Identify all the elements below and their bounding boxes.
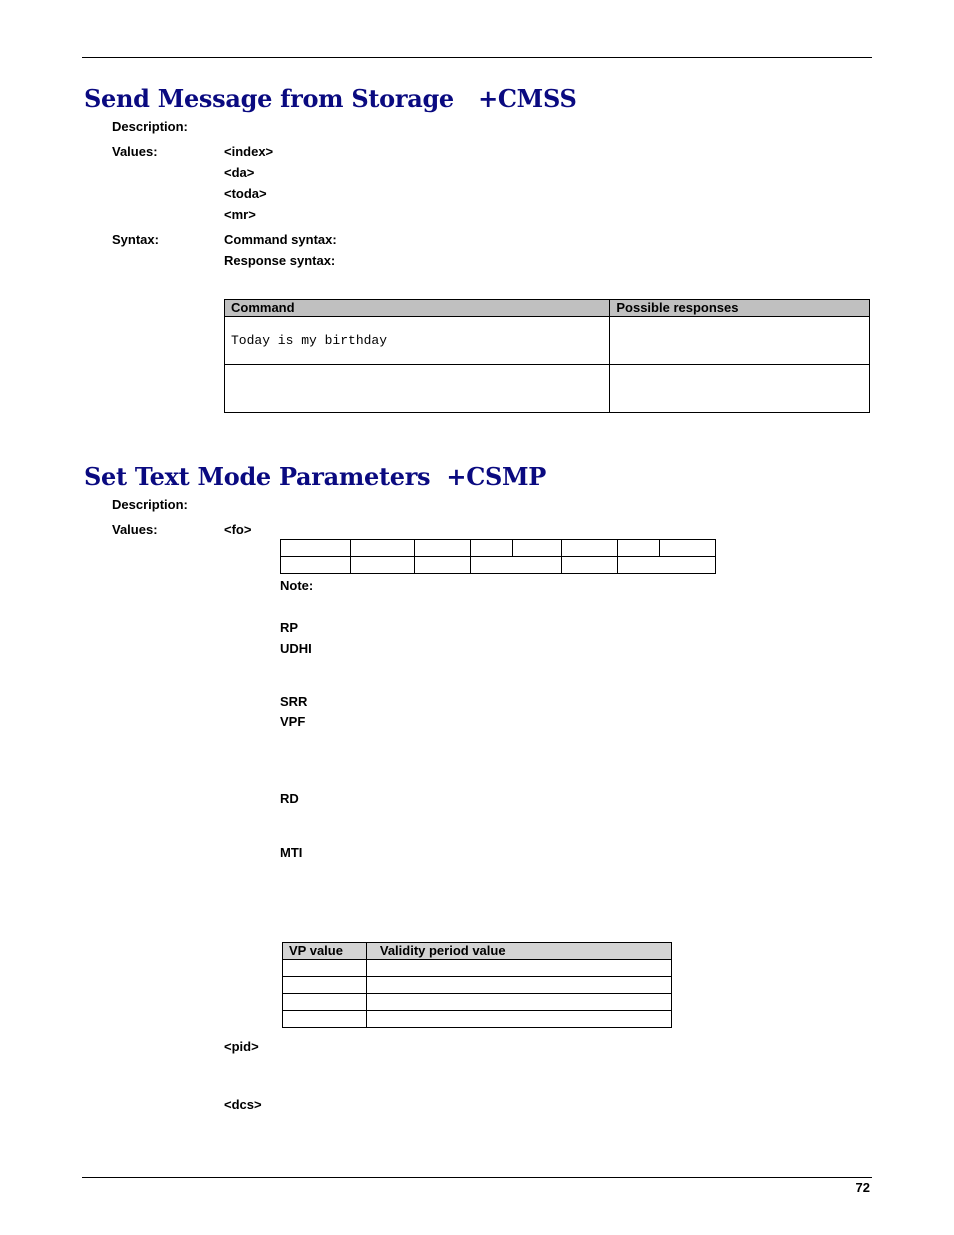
footer-rule <box>82 1177 872 1178</box>
field-vpf: VPF <box>280 714 306 729</box>
table-cell <box>283 1011 367 1028</box>
table-cell <box>366 977 671 994</box>
table-cell <box>283 960 367 977</box>
table-cell <box>366 1011 671 1028</box>
response-cell <box>610 317 870 365</box>
table-cell <box>281 540 351 557</box>
field-srr: SRR <box>280 694 308 709</box>
value-toda: <toda> <box>224 186 267 201</box>
table-row <box>283 994 672 1011</box>
syntax-label: Syntax: <box>112 232 159 247</box>
value-dcs: <dcs> <box>224 1097 262 1112</box>
command-table <box>224 299 870 413</box>
table-cell <box>513 540 562 557</box>
table-row <box>283 1011 672 1028</box>
note-label: Note: <box>280 578 314 593</box>
fo-bit-table <box>280 539 716 574</box>
column-header-responses: Possible responses <box>610 300 870 317</box>
table-cell <box>366 960 671 977</box>
description-label: Description: <box>112 497 188 512</box>
header-rule <box>82 57 872 58</box>
response-syntax-label: Response syntax: <box>224 253 336 268</box>
value-da: <da> <box>224 165 255 180</box>
command-cell: Today is my birthday <box>225 317 610 365</box>
table-cell <box>414 540 470 557</box>
table-row <box>283 960 672 977</box>
vp-table <box>282 942 672 1028</box>
table-cell <box>660 540 716 557</box>
table-cell <box>283 977 367 994</box>
column-header-validity-period: Validity period value <box>366 943 671 960</box>
table-cell <box>350 557 414 574</box>
table-row <box>283 977 672 994</box>
response-cell <box>610 365 870 413</box>
column-header-command: Command <box>225 300 610 317</box>
table-cell <box>281 557 351 574</box>
command-cell <box>225 365 610 413</box>
table-row <box>281 540 716 557</box>
table-header-row <box>225 300 870 317</box>
table-cell <box>562 557 618 574</box>
table-row <box>225 365 870 413</box>
table-cell <box>470 557 562 574</box>
section-title-cmss: Send Message from Storage +CMSS <box>84 84 577 113</box>
values-label: Values: <box>112 144 158 159</box>
section-title-csmp: Set Text Mode Parameters +CSMP <box>84 462 547 491</box>
table-cell <box>618 557 716 574</box>
table-cell <box>283 994 367 1011</box>
table-cell <box>350 540 414 557</box>
value-pid: <pid> <box>224 1039 259 1054</box>
field-udhi: UDHI <box>280 641 312 656</box>
command-syntax-label: Command syntax: <box>224 232 337 247</box>
page-number: 72 <box>855 1180 870 1195</box>
table-cell <box>414 557 470 574</box>
value-mr: <mr> <box>224 207 256 222</box>
column-header-vp-value: VP value <box>283 943 367 960</box>
table-cell <box>470 540 513 557</box>
description-label: Description: <box>112 119 188 134</box>
field-mti: MTI <box>280 845 303 860</box>
values-label: Values: <box>112 522 158 537</box>
field-rd: RD <box>280 791 299 806</box>
table-cell <box>618 540 660 557</box>
table-row <box>281 557 716 574</box>
table-header-row <box>283 943 672 960</box>
table-cell <box>366 994 671 1011</box>
field-rp: RP <box>280 620 299 635</box>
value-fo: <fo> <box>224 522 252 537</box>
value-index: <index> <box>224 144 274 159</box>
table-cell <box>562 540 618 557</box>
table-row <box>225 317 870 365</box>
